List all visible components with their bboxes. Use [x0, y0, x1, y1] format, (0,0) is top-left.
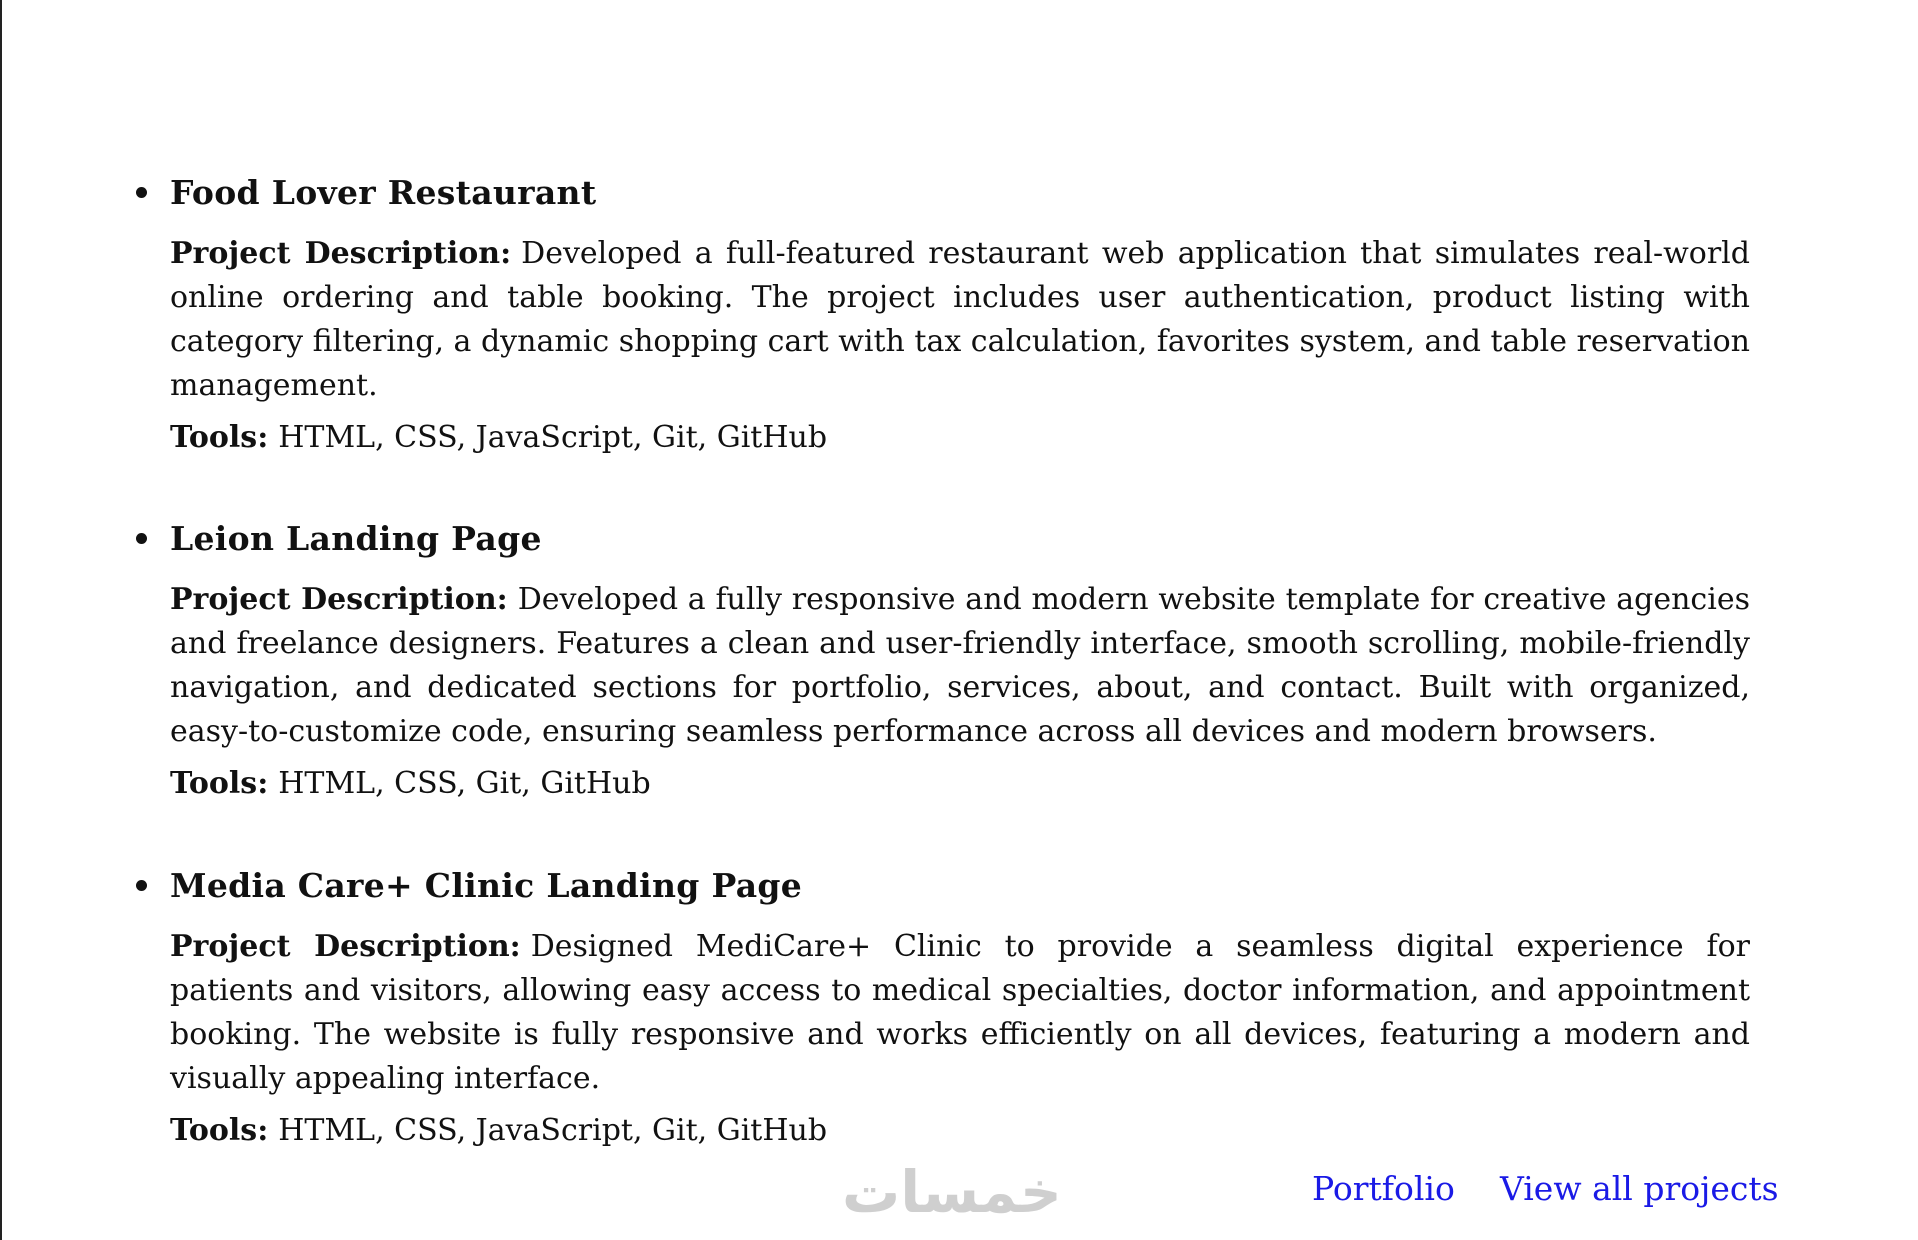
project-item-food-lover — [170, 173, 1750, 458]
tools-text: HTML, CSS, Git, GitHub — [278, 766, 651, 801]
tools-label: Tools: — [170, 766, 269, 801]
bullet-icon — [136, 187, 147, 198]
bullet-icon — [136, 533, 147, 544]
bullet-icon — [136, 880, 147, 891]
project-tools — [170, 764, 1750, 804]
description-label: Project Description: — [170, 929, 521, 964]
view-all-projects-link[interactable]: View all projects — [1500, 1169, 1779, 1208]
watermark-logo: خمسات — [842, 1158, 1062, 1226]
portfolio-link[interactable]: Portfolio — [1312, 1169, 1455, 1208]
project-description — [170, 232, 1750, 408]
project-tools — [170, 418, 1750, 458]
project-title: Food Lover Restaurant — [170, 173, 597, 212]
project-item-medicare — [170, 866, 1750, 1151]
description-label: Project Description: — [170, 582, 508, 617]
description-text: Designed MediCare+ Clinic to provide a seamless digital experience for patients and visitors, allowing easy access to medical specialties, doctor information, and appointment booking. The website is fully responsive and works efficiently on all devices, featuring a modern and visually appealing interface. — [170, 929, 1750, 1096]
project-tools — [170, 1111, 1750, 1151]
project-title: Media Care+ Clinic Landing Page — [170, 866, 803, 905]
description-text: Developed a full-featured restaurant web application that simulates real-world online ordering and table booking. The project includes user authentication, product listing with category filtering, a dynamic shopping cart with tax calculation, favorites system, and table reservation management. — [170, 236, 1750, 403]
tools-label: Tools: — [170, 1113, 269, 1148]
project-title: Leion Landing Page — [170, 519, 542, 558]
description-label: Project Description: — [170, 236, 512, 271]
project-description — [170, 578, 1750, 754]
project-item-leion — [170, 519, 1750, 804]
description-text: Developed a fully responsive and modern website template for creative agencies and freelance designers. Features a clean and user-friendly interface, smooth scrolling, mobile-friendly navigation, and dedicated sections for portfolio, services, about, and contact. Built with organized, easy-to-customize code, ensuring seamless performance across all devices and modern browsers. — [170, 582, 1750, 749]
tools-text: HTML, CSS, JavaScript, Git, GitHub — [278, 1113, 828, 1148]
tools-label: Tools: — [170, 420, 269, 455]
project-description — [170, 925, 1750, 1101]
tools-text: HTML, CSS, JavaScript, Git, GitHub — [278, 420, 828, 455]
